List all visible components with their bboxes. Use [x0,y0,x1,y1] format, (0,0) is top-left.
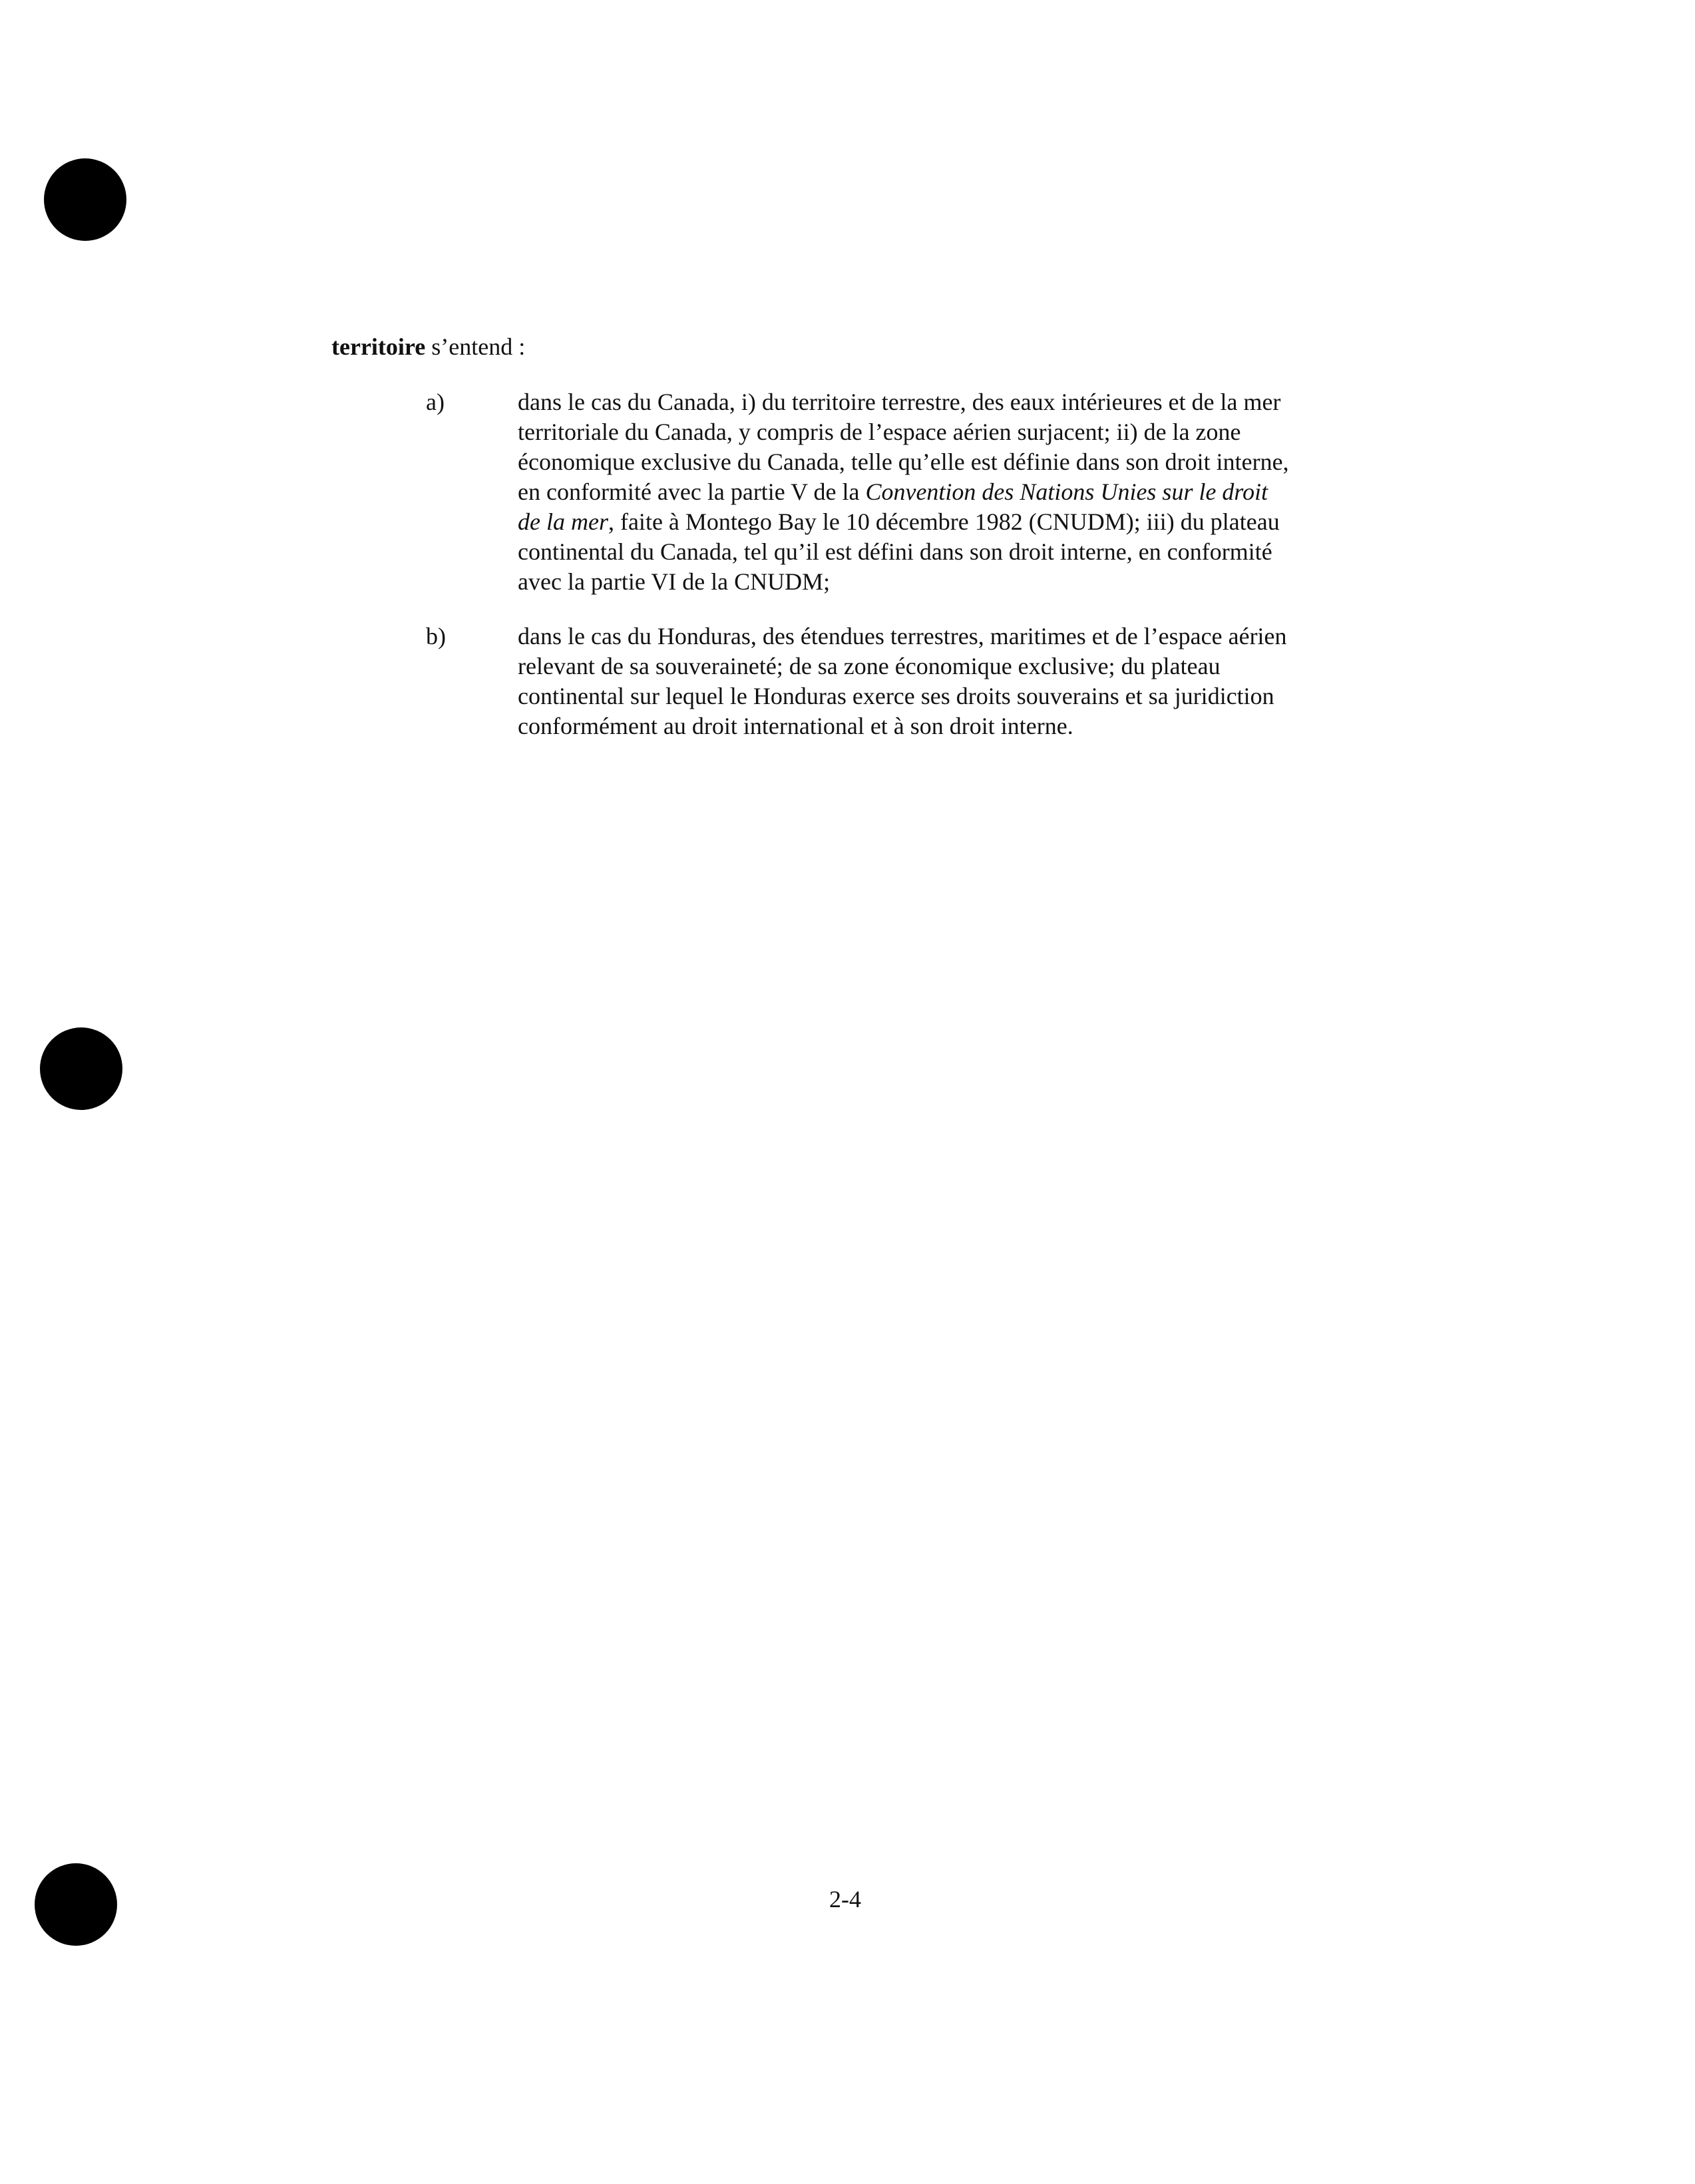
definition-heading [331,331,525,363]
convention-title: Convention des Nations Unies sur le droit [865,478,1268,505]
text-line [518,651,1449,681]
punch-hole-top [44,158,126,241]
convention-title: de la mer [518,508,608,535]
punch-hole-bottom [35,1863,117,1946]
list-item-b [426,622,1384,741]
text-line [518,711,1449,741]
text-line [518,567,1449,597]
text-run: continental du Canada, tel qu’il est défini dans son droit interne, en conformité [518,538,1272,565]
text-run: , faite à Montego Bay le 10 décembre 1982 (CNUDM); iii) du plateau [608,508,1280,535]
text-run: dans le cas du Honduras, des étendues terrestres, maritimes et de l’espace aérien [518,623,1287,649]
text-run: en conformité avec la partie V de la [518,478,866,505]
punch-hole-middle [40,1027,122,1110]
text-line [518,477,1449,507]
text-line [518,387,1449,417]
list-item-a [426,387,1384,600]
item-marker: b) [426,623,446,649]
text-run: relevant de sa souveraineté; de sa zone économique exclusive; du plateau [518,653,1221,679]
item-text [518,622,1449,741]
item-marker: a) [426,389,445,415]
text-line [518,417,1449,447]
text-run: territoriale du Canada, y compris de l’espace aérien surjacent; ii) de la zone [518,419,1241,445]
text-run: dans le cas du Canada, i) du territoire terrestre, des eaux intérieures et de la mer [518,389,1281,415]
definition-lead: s’entend : [425,333,526,360]
text-run: avec la partie VI de la CNUDM; [518,568,831,595]
page-number: 2-4 [829,1886,861,1912]
text-run: conformément au droit international et à son droit interne. [518,713,1073,739]
text-line [518,622,1449,651]
text-run: continental sur lequel le Honduras exerce ses droits souverains et sa juridiction [518,683,1274,709]
text-run: économique exclusive du Canada, telle qu’elle est définie dans son droit interne, [518,449,1289,475]
defined-term: territoire [331,333,426,360]
item-text [518,387,1449,597]
text-line [518,447,1449,477]
text-line [518,681,1449,711]
text-line [518,537,1449,567]
text-line [518,507,1449,537]
